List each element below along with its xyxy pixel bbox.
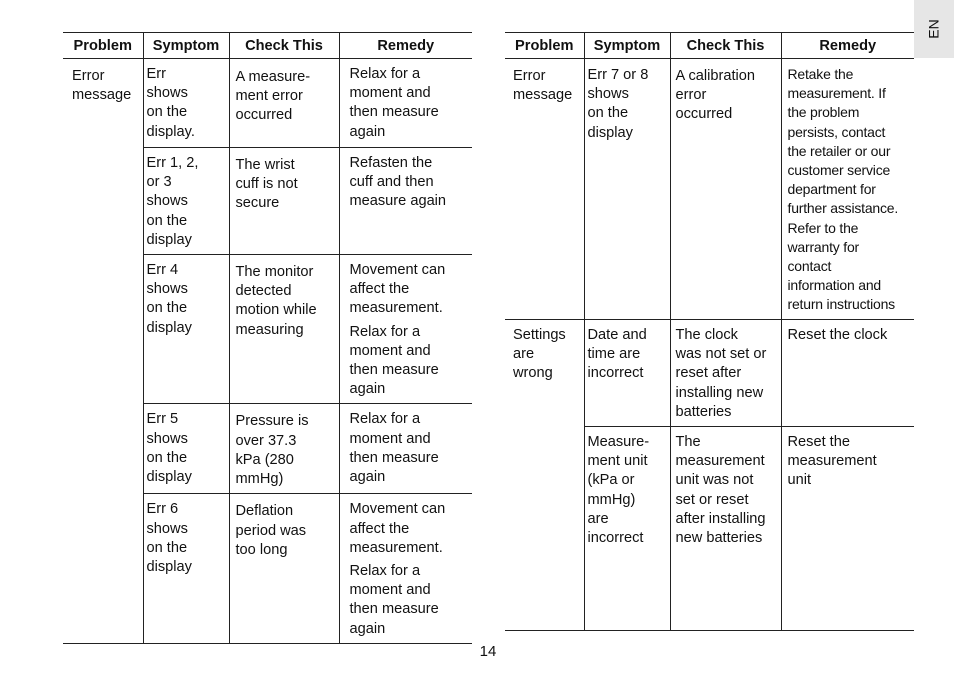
- symptom-cell: Err 6 shows on the display: [143, 494, 229, 643]
- header-row: [63, 33, 472, 59]
- header-symptom: Symptom: [584, 33, 670, 59]
- check-cell: Pressure is over 37.3 kPa (280 mmHg): [229, 404, 339, 494]
- troubleshooting-table-left: [63, 32, 472, 644]
- check-cell: Deflation period was too long: [229, 494, 339, 643]
- remedy-text: Movement can affect the measurement.: [349, 262, 446, 317]
- symptom-cell: Measure- ment unit (kPa or mmHg) are incorrect: [584, 427, 670, 631]
- symptom-cell: Date and time are incorrect: [584, 320, 670, 427]
- remedy-cell: Relax for a moment and then measure again: [339, 404, 472, 494]
- remedy-cell: Reset the clock: [781, 320, 914, 427]
- problem-cell: Settings are wrong: [505, 320, 584, 631]
- remedy-cell: [339, 255, 472, 404]
- check-cell: The clock was not set or reset after installing new batteries: [670, 320, 781, 427]
- header-problem: Problem: [505, 33, 584, 59]
- check-cell: The monitor detected motion while measuring: [229, 255, 339, 404]
- remedy-text-2: Relax for a moment and then measure again: [349, 323, 439, 398]
- table-row: [63, 59, 472, 148]
- remedy-cell: Relax for a moment and then measure again: [339, 59, 472, 148]
- language-tab-label: EN: [925, 19, 942, 39]
- language-tab: [914, 0, 954, 58]
- symptom-cell: Err 7 or 8 shows on the display: [584, 59, 670, 320]
- symptom-cell: Err 4 shows on the display: [143, 255, 229, 404]
- check-cell: A measure- ment error occurred: [229, 59, 339, 148]
- header-remedy: Remedy: [339, 33, 472, 59]
- page-number: 14: [479, 643, 497, 660]
- remedy-cell: Reset the measurement unit: [781, 427, 914, 631]
- check-cell: A calibration error occurred: [670, 59, 781, 320]
- remedy-cell: Retake the measurement. If the problem persists, contact the retailer or our customer service department for further assistance. Refer to the warranty for contact information and return instructions: [781, 59, 914, 320]
- symptom-cell: Err shows on the display.: [143, 59, 229, 148]
- troubleshooting-table-right: [505, 32, 914, 631]
- header-problem: Problem: [63, 33, 143, 59]
- symptom-cell: Err 5 shows on the display: [143, 404, 229, 494]
- check-cell: The measurement unit was not set or reset after installing new batteries: [670, 427, 781, 631]
- remedy-text-2: Relax for a moment and then measure again: [349, 563, 439, 637]
- header-symptom: Symptom: [143, 33, 229, 59]
- header-check-this: Check This: [229, 33, 339, 59]
- table-row: [505, 320, 914, 427]
- table-row: [505, 59, 914, 320]
- header-row: [505, 33, 914, 59]
- remedy-cell: Refasten the cuff and then measure again: [339, 148, 472, 255]
- header-remedy: Remedy: [781, 33, 914, 59]
- remedy-cell: [339, 494, 472, 643]
- check-cell: The wrist cuff is not secure: [229, 148, 339, 255]
- remedy-text: Movement can affect the measurement.: [349, 501, 446, 556]
- problem-cell: Error message: [63, 59, 143, 644]
- header-check-this: Check This: [670, 33, 781, 59]
- problem-cell: Error message: [505, 59, 584, 320]
- symptom-cell: Err 1, 2, or 3 shows on the display: [143, 148, 229, 255]
